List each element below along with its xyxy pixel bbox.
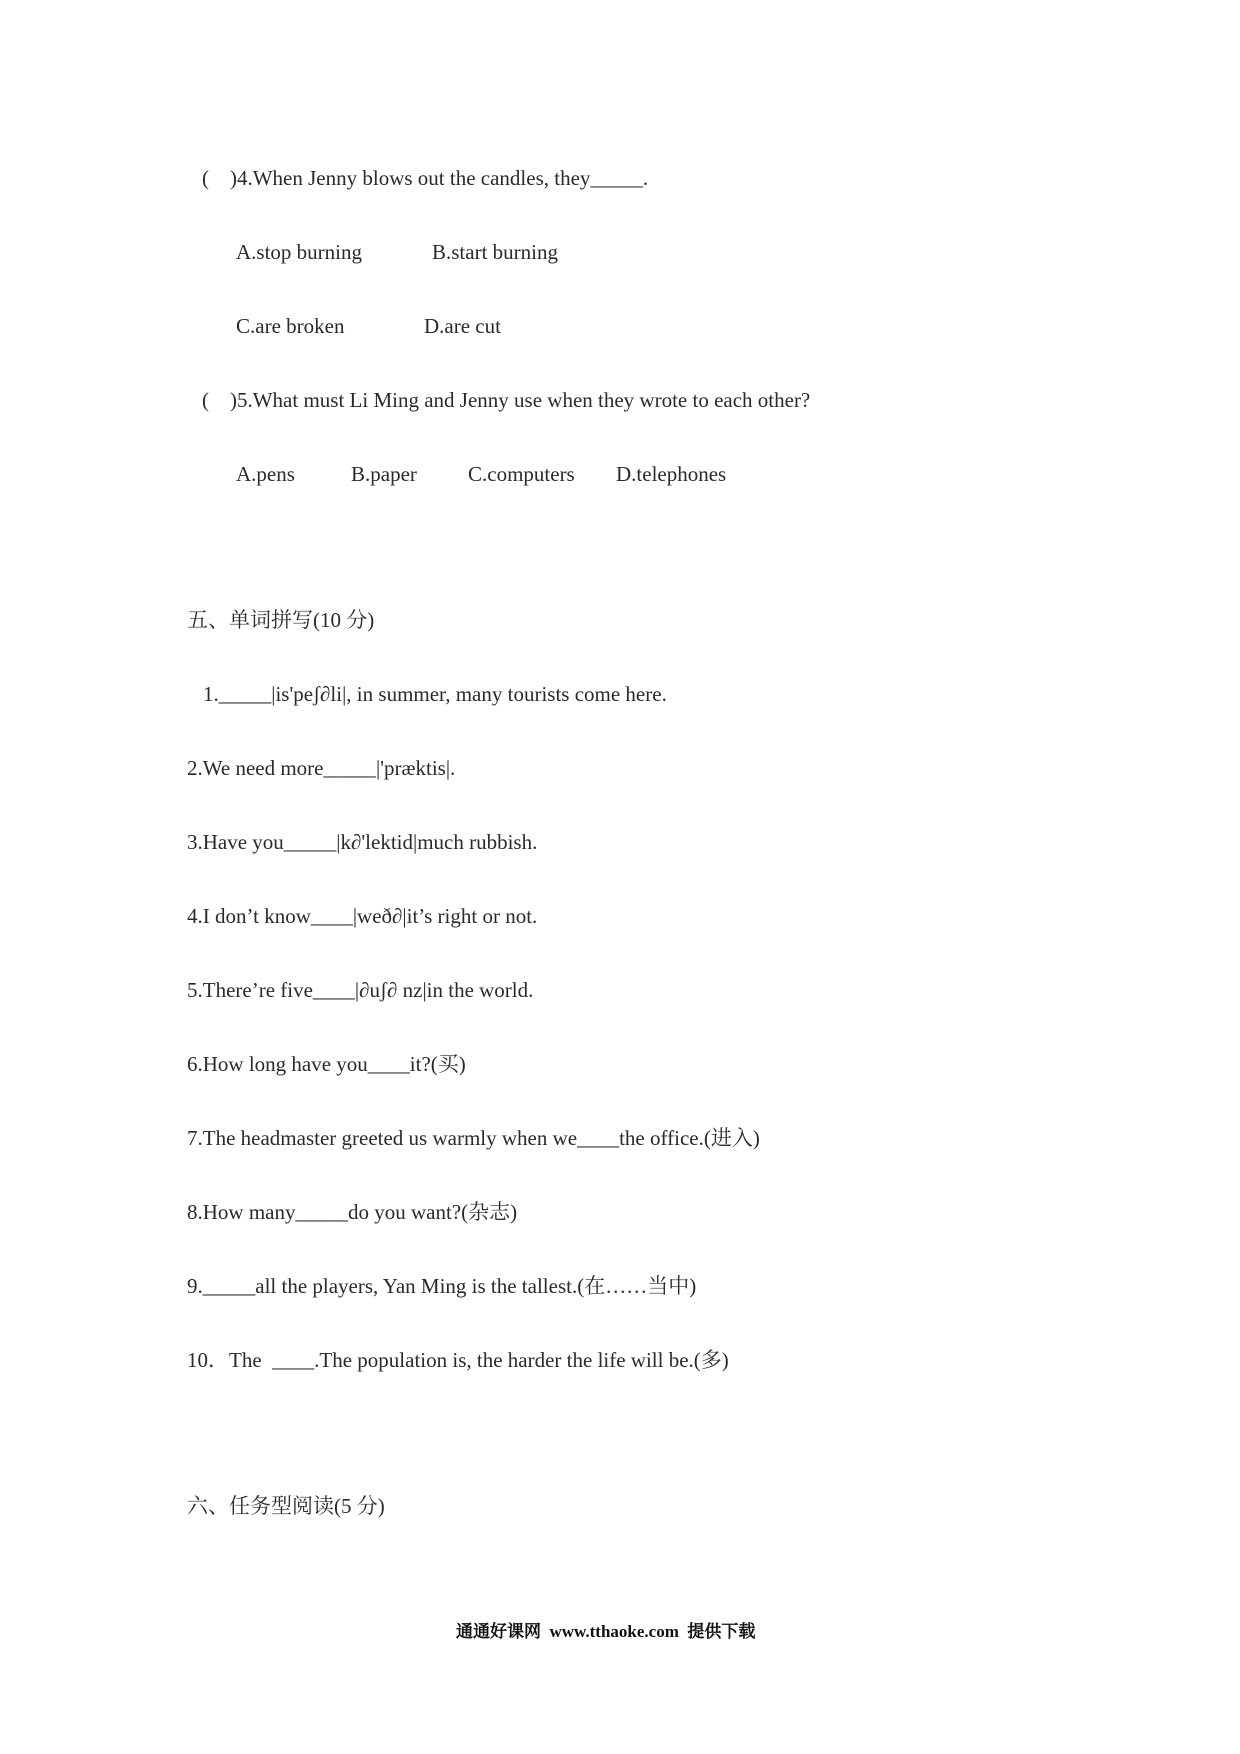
spelling-item-1: 1._____|is'peʃ∂li|, in summer, many tourists come here. [203, 682, 667, 706]
question-5-option-b: B.paper [351, 462, 417, 486]
spelling-item-2: 2.We need more_____|'præktis|. [187, 756, 456, 780]
page-footer: 通通好课网 www.tthaoke.com 提供下载 [456, 1622, 756, 1641]
spelling-item-8: 8.How many_____do you want?(杂志) [187, 1200, 518, 1224]
question-5-option-d: D.telephones [616, 462, 727, 486]
question-4-stem: ( )4.When Jenny blows out the candles, they_____. [202, 166, 649, 190]
question-4-option-a: A.stop burning [236, 240, 362, 264]
spelling-item-5: 5.There’re five____|∂uʃ∂ nz|in the world. [187, 978, 534, 1002]
question-4-option-c: C.are broken [236, 314, 345, 338]
spelling-item-3: 3.Have you_____|k∂'lektid|much rubbish. [187, 830, 538, 854]
spelling-item-10: 10．The ____.The population is, the harder the life will be.(多) [187, 1348, 729, 1372]
question-5-option-a: A.pens [236, 462, 295, 486]
question-4-option-d: D.are cut [424, 314, 501, 338]
question-4-option-b: B.start burning [432, 240, 558, 264]
section-5-heading: 五、单词拼写(10 分) [187, 608, 375, 632]
spelling-item-7: 7.The headmaster greeted us warmly when we____the office.(进入) [187, 1126, 760, 1150]
question-5-option-c: C.computers [468, 462, 575, 486]
section-6-heading: 六、任务型阅读(5 分) [187, 1494, 385, 1518]
spelling-item-6: 6.How long have you____it?(买) [187, 1052, 466, 1076]
question-5-stem: ( )5.What must Li Ming and Jenny use when they wrote to each other? [202, 388, 811, 412]
spelling-item-9: 9._____all the players, Yan Ming is the tallest.(在……当中) [187, 1274, 697, 1298]
spelling-item-4: 4.I don’t know____|weð∂|it’s right or not. [187, 904, 538, 928]
